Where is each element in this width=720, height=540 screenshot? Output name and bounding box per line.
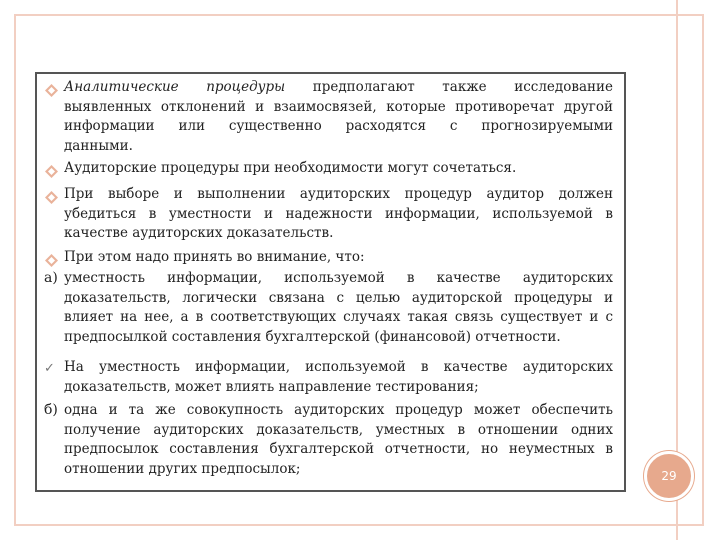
text-line: предпосылок составления бухгалтерской отчетности, но неуместных в (64, 441, 613, 457)
item-relevance (64, 269, 613, 347)
text-line: информации или существенно расходятся с прогнозируемыми (64, 118, 613, 134)
text-line: предпосылкой составления бухгалтерской (финансовой) отчетности. (64, 328, 561, 345)
diamond-bullet-icon (45, 84, 58, 97)
text-line: выявленных отклонений и взаимосвязей, которые противоречат другой (64, 98, 613, 115)
bullet-procedures-combine (64, 159, 613, 179)
text-line: Аналитические процедуры предполагают также исследование (64, 79, 613, 95)
page-number-badge: 29 (644, 451, 694, 501)
text-line: отношении других предпосылок; (64, 460, 301, 477)
text-line: При этом надо принять во внимание, что: (64, 249, 365, 265)
checkmark-icon: ✓ (44, 361, 55, 376)
emphasis-text: Аналитические процедуры (64, 79, 286, 95)
list-marker-a: а) (44, 270, 58, 286)
bullet-selection-procedures (64, 185, 613, 244)
text-line: При выборе и выполнении аудиторских процедур аудитор должен (64, 186, 613, 202)
text-line: Аудиторские процедуры при необходимости могут сочетаться. (64, 160, 517, 176)
text-line: одна и та же совокупность аудиторских процедур может обеспечить (64, 402, 613, 418)
text-line: убедиться в уместности и надежности информации, используемой в (64, 205, 613, 222)
text-line: получение аудиторских доказательств, уместных в отношении одних (64, 421, 613, 438)
bullet-analytical-procedures (64, 78, 613, 156)
text-line: доказательств, логически связана с целью аудиторской процедуры и (64, 289, 613, 306)
item-testing-direction (64, 358, 613, 397)
list-marker-b: б) (44, 402, 58, 418)
text-line: влияет на нее, а в соответствующих случаях такая связь существует и с (64, 309, 613, 325)
diamond-bullet-icon (45, 254, 58, 267)
diamond-bullet-icon (45, 165, 58, 178)
text-line: качестве аудиторских доказательств. (64, 225, 334, 241)
text-line: данными. (64, 137, 133, 154)
bullet-take-into-account (64, 248, 613, 268)
diamond-bullet-icon (45, 191, 58, 204)
text-line: уместность информации, используемой в качестве аудиторских (64, 270, 613, 286)
text-line: На уместность информации, используемой в качестве аудиторских (64, 359, 613, 375)
text-line: доказательств, может влиять направление тестирования; (64, 378, 479, 395)
item-same-procedures (64, 401, 613, 479)
